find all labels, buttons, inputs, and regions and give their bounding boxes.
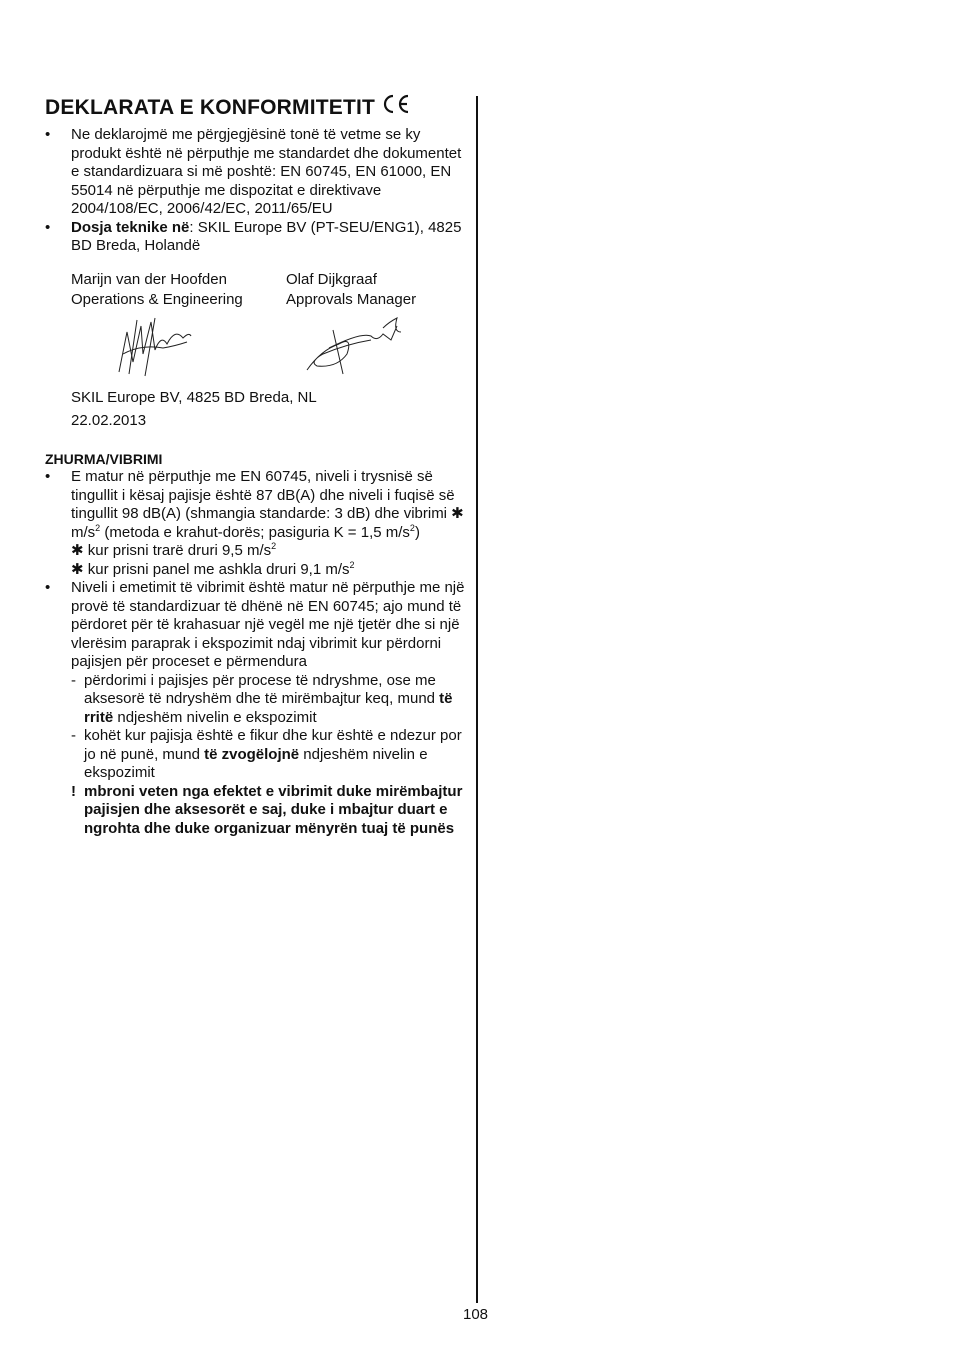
sub-item-text: kohët kur pajisja është e fikur dhe kur është e ndezur por jo në punë, mund — [84, 727, 462, 763]
technical-file-item — [45, 219, 465, 256]
bullet-icon: • — [45, 468, 51, 485]
declaration-text: Ne deklarojmë me përgjegjësinë tonë të vetme se ky produkt është në përputhje me standardet dhe dokumentet e standardizuara si më poshtë: EN 60745, EN 61000, EN 55014 në përputhje me dispozitat e direktivave 2004/108/EC, 2006/42/EC, 2011/65/EU — [71, 126, 462, 217]
sub-item-1 — [45, 672, 465, 728]
warning-note — [45, 783, 465, 839]
superscript: 2 — [349, 559, 355, 570]
bullet-icon: • — [45, 126, 51, 143]
signatory-1 — [71, 270, 286, 310]
noise-text: ) — [414, 523, 420, 541]
declaration-item — [45, 126, 465, 219]
technical-file-text: : SKIL Europe BV (PT-SEU/ENG1), 4825 BD Breda, Holandë — [71, 218, 462, 254]
vibration-text: ✱ kur prisni trarë druri 9,5 m/s — [71, 542, 272, 559]
signatory-role: Operations & Engineering — [71, 290, 243, 308]
signature-1 — [119, 318, 191, 376]
signatory-name: Olaf Dijkgraaf — [286, 270, 377, 288]
signature-2 — [307, 318, 401, 374]
superscript: 2 — [271, 541, 277, 551]
signature-images — [71, 314, 451, 380]
superscript: 2 — [95, 522, 101, 533]
sub-item-text: ndjeshëm nivelin e ekspozimit — [84, 745, 428, 781]
signatory-role: Approvals Manager — [286, 290, 417, 308]
vibration-value-1 — [45, 542, 465, 561]
emission-item — [45, 579, 465, 672]
noise-item — [45, 468, 465, 542]
sub-item-2 — [45, 727, 465, 783]
sub-item-bold: të zvogëlojnë — [204, 745, 300, 763]
sub-item-text: ndjeshëm nivelin e ekspozimit — [113, 708, 317, 726]
vibration-value-2 — [45, 561, 465, 580]
signatories — [45, 270, 465, 310]
signatures — [71, 314, 465, 380]
technical-file-label: Dosja teknike në — [71, 218, 190, 236]
bullet-icon: • — [45, 218, 51, 236]
section-heading-noise: ZHURMA/VIBRIMI — [45, 450, 163, 467]
column-divider — [476, 96, 478, 1303]
vibration-text: ✱ kur prisni panel me ashkla druri 9,1 m/s — [71, 560, 350, 578]
superscript: 2 — [409, 522, 415, 533]
emission-text: Niveli i emetimit të vibrimit është matur në përputhje me një provë të standardizuar të dhënë në EN 60745; ajo mund të përdoret për të krahasuar një vegël me një tjetër dhe si një vlerësim paraprak i ekspozimit ndaj vibrimit kur përdorni pajisjen për proceset e përmendura — [71, 579, 465, 670]
company-block — [45, 386, 465, 432]
signatory-name: Marijn van der Hoofden — [71, 270, 227, 288]
bullet-icon: • — [45, 579, 51, 596]
warning-text: mbroni veten nga efektet e vibrimit duke mirëmbajtur pajisjen dhe aksesorët e saj, duke i mbajtur duart e ngrohta dhe duke organizuar mënyrën tuaj të punës — [84, 782, 463, 837]
noise-text: (metoda e krahut-dorës; pasiguria K = 1,5 m/s — [100, 523, 410, 541]
ce-mark-icon — [381, 94, 411, 122]
company-address: SKIL Europe BV, 4825 BD Breda, NL — [71, 388, 317, 406]
title-text: DEKLARATA E KONFORMITETIT — [45, 96, 376, 119]
signatory-2 — [286, 270, 416, 310]
warning-icon: ! — [71, 782, 76, 800]
noise-text: E matur në përputhje me EN 60745, niveli i trysnisë së tingullit i kësaj pajisje është 87 dB(A) dhe niveli i fuqisë së tingullit 98 dB(A) (shmangia standarde: 3 dB) dhe vibrimi ✱ m/s — [71, 468, 464, 541]
page-title — [45, 94, 465, 122]
left-column — [45, 92, 465, 838]
page-number: 108 — [463, 1306, 489, 1323]
sub-item-text: përdorimi i pajisjes për procese të ndryshme, ose me aksesorë të ndryshëm dhe të mirëmbajtur keq, mund — [84, 671, 440, 707]
declaration-date: 22.02.2013 — [71, 411, 147, 429]
dash-icon: - — [71, 671, 76, 689]
sub-item-bold: të rritë — [84, 690, 453, 726]
dash-icon: - — [71, 727, 76, 744]
